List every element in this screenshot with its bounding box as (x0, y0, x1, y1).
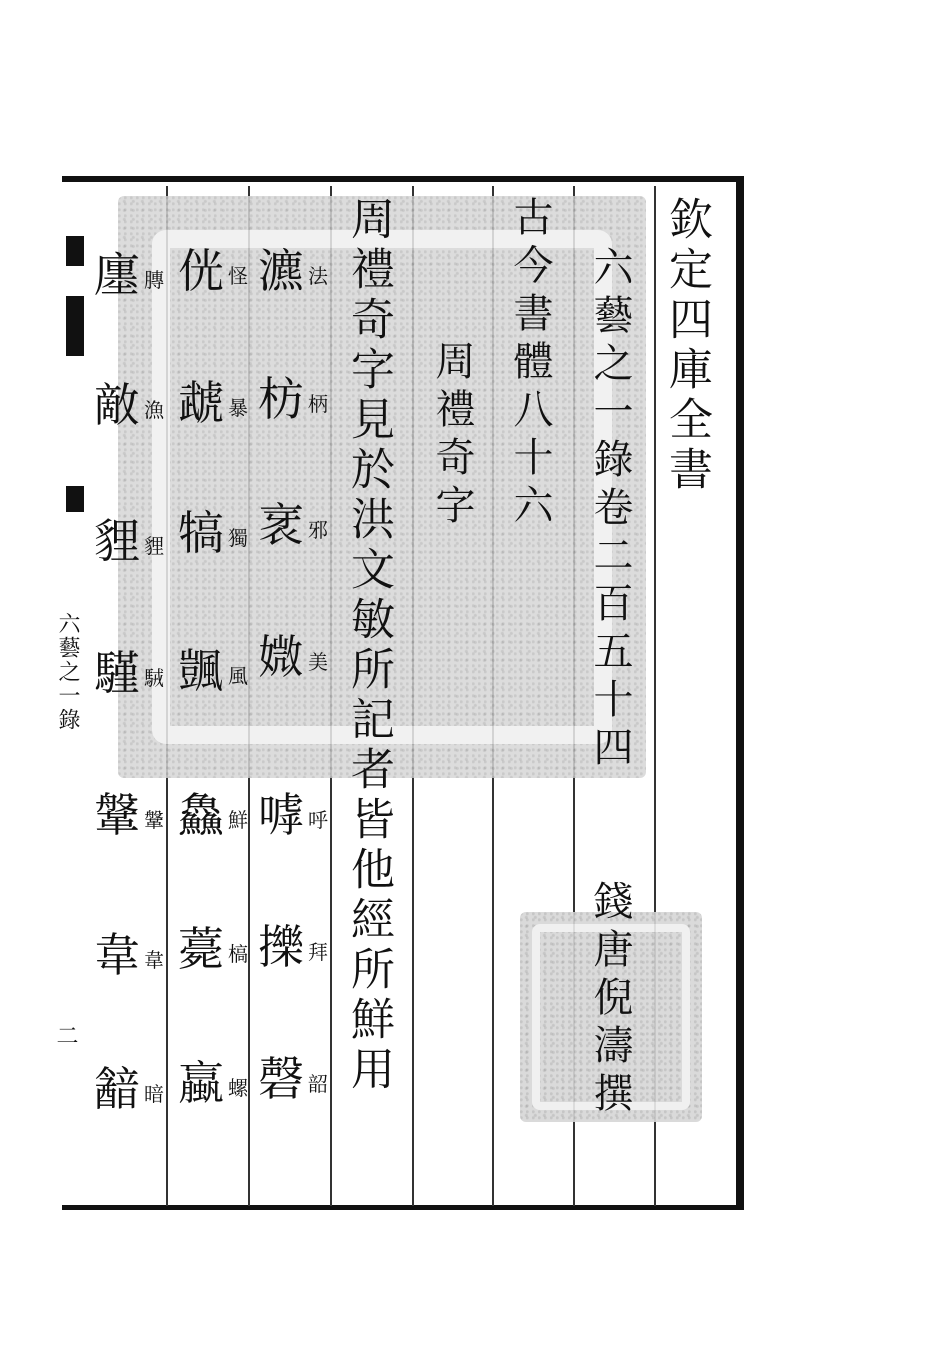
entry-item (258, 244, 328, 308)
entry-note: 獨 (228, 526, 248, 550)
entry-note: 邪 (308, 518, 328, 542)
entry-glyph: 虣 (178, 376, 224, 430)
entry-note: 槁 (228, 942, 248, 966)
entry-note: 法 (308, 264, 328, 288)
collection-title: 欽定四庫全書 (661, 196, 712, 496)
entry-item (94, 788, 164, 852)
entry-note: 鮮 (228, 808, 248, 832)
entry-glyph: 衺 (258, 498, 304, 552)
entry-note: 駥 (144, 666, 164, 690)
entry-item (258, 498, 328, 562)
entry-glyph: 韋 (94, 928, 140, 982)
entry-note: 韶 (308, 1072, 328, 1096)
entry-glyph: 侊 (178, 244, 224, 298)
entry-note: 柄 (308, 392, 328, 416)
entry-glyph: 嘑 (258, 788, 304, 842)
subsection-title: 周禮奇字 (429, 340, 475, 532)
page-number: 二 (53, 1024, 78, 1046)
intro-text: 周禮奇字見於洪文敏所記者皆他經所鮮用 (343, 196, 394, 1096)
entry-glyph: 擽 (258, 920, 304, 974)
entry-note: 暗 (144, 1082, 164, 1106)
entry-note: 螺 (228, 1076, 248, 1100)
entry-glyph: 鱻 (178, 788, 224, 842)
author-line: 錢唐倪濤撰 (587, 880, 633, 1120)
entry-glyph: 磬 (258, 1052, 304, 1106)
entry-item (258, 920, 328, 984)
entry-note: 膞 (144, 268, 164, 292)
entry-item (94, 646, 164, 710)
entry-note: 風 (228, 664, 248, 688)
entry-glyph: 犒 (178, 506, 224, 560)
entry-glyph: 騹 (94, 646, 140, 700)
entry-note: 韋 (144, 948, 164, 972)
entry-item (258, 788, 328, 852)
entry-item (178, 788, 248, 852)
entry-glyph: 媺 (258, 630, 304, 684)
entry-glyph: 廛 (94, 248, 140, 302)
entry-glyph: 薧 (178, 922, 224, 976)
entry-note: 鞶 (144, 808, 164, 832)
entry-glyph: 韽 (94, 1062, 140, 1116)
entry-item (94, 378, 164, 442)
entry-note: 怪 (228, 264, 248, 288)
entry-item (178, 644, 248, 708)
entry-glyph: 貍 (94, 514, 140, 568)
entry-glyph: 瀌 (258, 244, 304, 298)
entry-item (94, 928, 164, 992)
entry-item (178, 244, 248, 308)
entry-item (258, 630, 328, 694)
entry-note: 呼 (308, 808, 328, 832)
entry-note: 貍 (144, 534, 164, 558)
entry-item (94, 514, 164, 578)
edge-note: 六藝之一錄 (55, 612, 80, 732)
chapter-title: 六藝之一錄卷二百五十四 (587, 246, 633, 774)
entry-note: 美 (308, 650, 328, 674)
entry-item (178, 1056, 248, 1120)
entry-note: 漁 (144, 398, 164, 422)
entry-item (178, 376, 248, 440)
entry-glyph: 枋 (258, 372, 304, 426)
entry-item (94, 1062, 164, 1126)
entry-item (178, 922, 248, 986)
entry-item (258, 372, 328, 436)
entry-note: 暴 (228, 396, 248, 420)
entry-glyph: 敵 (94, 378, 140, 432)
entry-note: 拜 (308, 940, 328, 964)
entry-glyph: 蠃 (178, 1056, 224, 1110)
entry-glyph: 颽 (178, 644, 224, 698)
section-title: 古今書體八十六 (507, 196, 553, 532)
entry-item (178, 506, 248, 570)
entry-glyph: 鞶 (94, 788, 140, 842)
entry-item (258, 1052, 328, 1116)
entry-item (94, 248, 164, 312)
